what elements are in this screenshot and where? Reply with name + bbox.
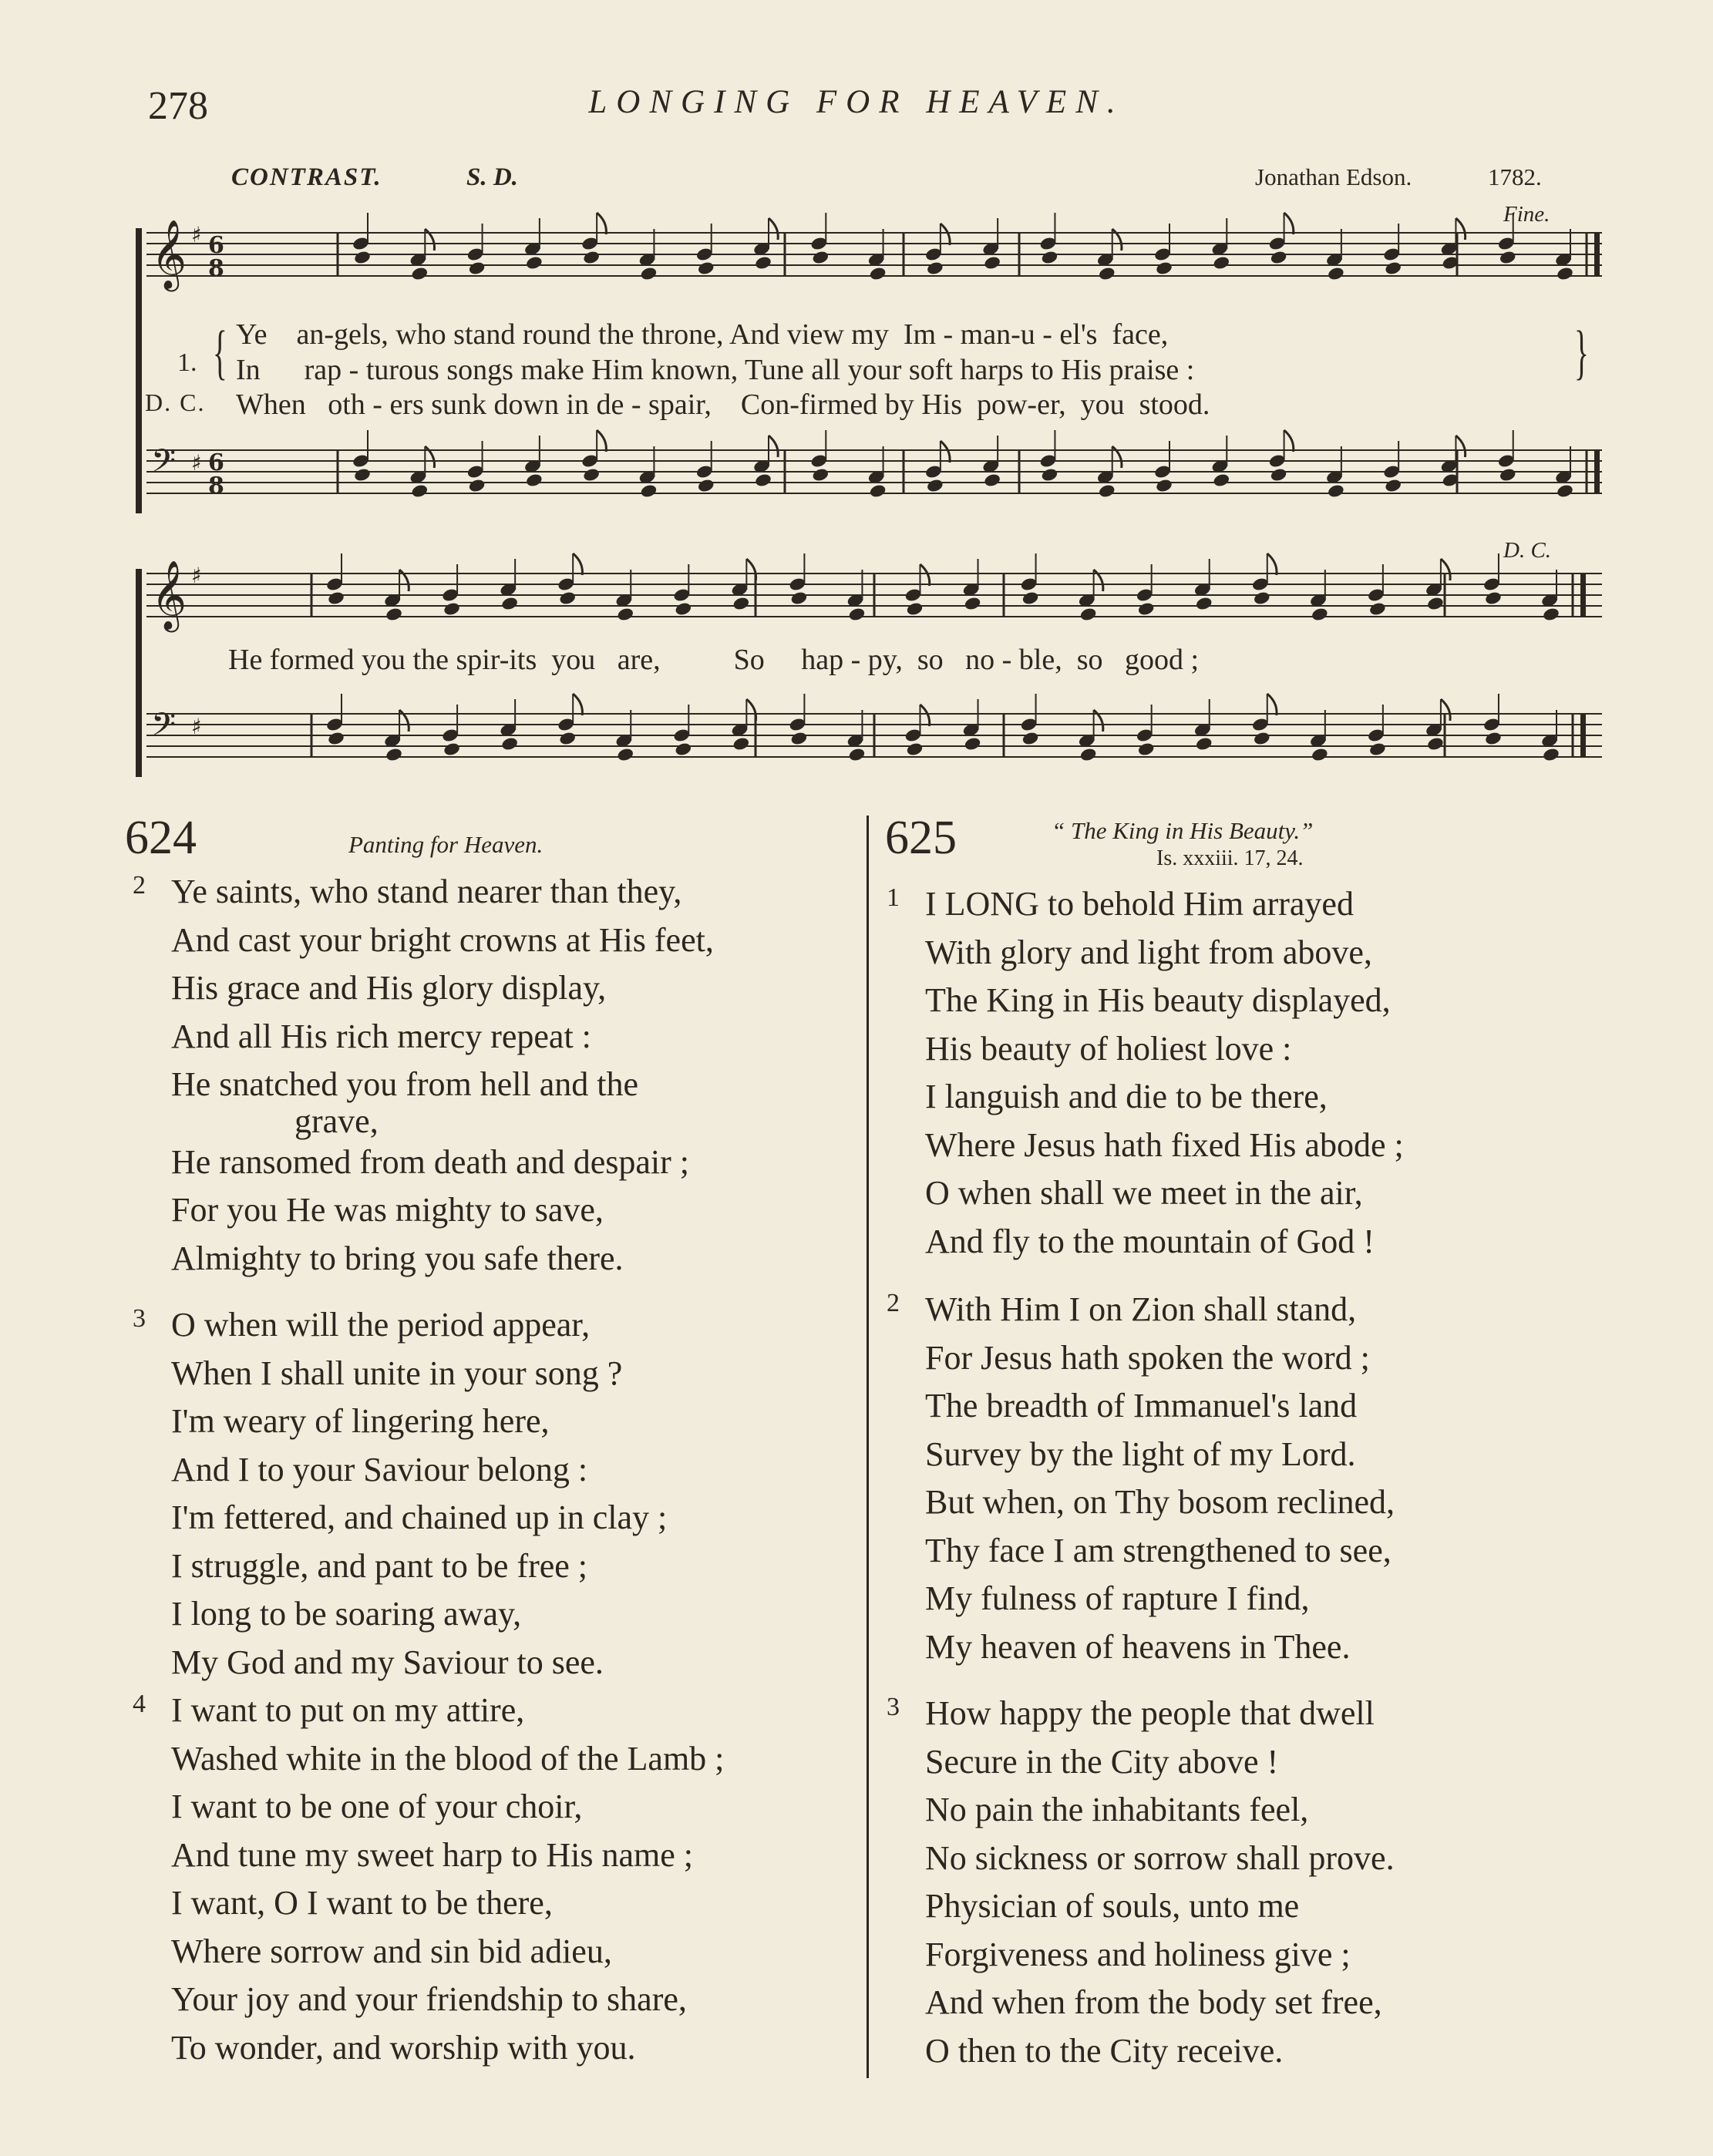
time-signature: 8 [208, 473, 224, 499]
stanza-line: I'm fettered, and chained up in clay ; [171, 1498, 668, 1536]
note-head [674, 742, 692, 757]
note-head [1368, 601, 1387, 617]
final-bar-line [1580, 714, 1586, 757]
stanza-line: He snatched you from hell and the [171, 1065, 639, 1103]
stanza-625-1 [887, 880, 1404, 1266]
stanza-line: Secure in the City above ! [925, 1742, 1279, 1781]
note-head [906, 742, 924, 757]
note-head [1137, 601, 1156, 617]
note-head [443, 742, 461, 757]
stanza-line: Thy face I am strengthened to see, [925, 1531, 1392, 1569]
hymn-number-625: 625 [885, 812, 957, 864]
stanza-line: Where Jesus hath fixed His abode ; [925, 1125, 1404, 1164]
final-bar-line [1594, 450, 1600, 493]
note-head [1155, 261, 1173, 276]
note-head [353, 250, 372, 265]
note-head [732, 736, 751, 752]
note-head [1253, 731, 1271, 746]
lyric-brace-left: { [213, 318, 227, 385]
lyric-line-1: Ye an-gels, who stand round the throne, And view my Im - man-u - el's face, [236, 318, 1169, 351]
note-head [1426, 596, 1445, 611]
stanza-number: 1 [887, 883, 900, 912]
note-head [640, 266, 658, 281]
stanza-line: My fulness of rapture I find, [925, 1579, 1310, 1617]
stanza-line: And all His rich mercy repeat : [171, 1017, 591, 1055]
stanza-line: He ransomed from death and despair ; [171, 1142, 689, 1181]
bass-clef-icon: 𝄢 [151, 442, 177, 487]
stanza-line: The breadth of Immanuel's land [925, 1387, 1358, 1424]
note-head [525, 255, 544, 271]
stanza-line: My God and my Saviour to see. [171, 1643, 604, 1681]
note-head [1542, 747, 1560, 762]
stanza-line: I struggle, and pant to be free ; [171, 1546, 588, 1585]
stanza-line: And fly to the mountain of God ! [925, 1222, 1375, 1260]
note-head [869, 483, 887, 499]
note-flag [1284, 213, 1294, 234]
note-head [926, 478, 944, 493]
stanza-line: Ye saints, who stand nearer than they, [171, 873, 682, 910]
note-head [327, 731, 345, 746]
note-head [674, 601, 692, 617]
note-head [848, 607, 867, 622]
note-head [983, 473, 1001, 488]
stanza-line: His grace and His glory display, [171, 969, 607, 1007]
stanza-line: Washed white in the blood of the Lamb ; [171, 1739, 725, 1778]
note-head [353, 467, 372, 483]
note-head [1499, 467, 1517, 483]
note-flag [920, 564, 929, 586]
note-head [811, 250, 830, 265]
stanza-line: For Jesus hath spoken the word ; [925, 1338, 1370, 1377]
stanza-line: How happy the people that dwell [925, 1694, 1375, 1732]
note-head [964, 736, 982, 752]
stanza-line: I'm weary of lingering here, [171, 1402, 550, 1440]
note-head [385, 747, 403, 762]
note-flag [941, 441, 950, 462]
note-head [616, 607, 634, 622]
note-head [410, 266, 429, 281]
note-head [640, 483, 658, 499]
tune-meter: S. D. [466, 163, 518, 191]
note-head [1311, 747, 1329, 762]
note-head [1098, 266, 1116, 281]
note-head [754, 255, 772, 271]
note-head [500, 596, 519, 611]
note-head [468, 261, 486, 276]
note-flag [1267, 694, 1277, 715]
note-flag [920, 705, 929, 726]
stanza-number: 3 [133, 1304, 146, 1333]
note-flag [1267, 553, 1277, 575]
note-head [1155, 478, 1173, 493]
stanza-line: To wonder, and worship with you. [171, 2028, 636, 2067]
column-divider [867, 816, 869, 2078]
note-head [790, 731, 809, 746]
stanza-line: The King in His beauty displayed, [925, 981, 1391, 1019]
note-head [926, 261, 944, 276]
sharp-icon: ♯ [191, 563, 202, 588]
note-head [1270, 250, 1288, 265]
note-head [983, 255, 1001, 271]
bass-clef-icon: 𝄢 [151, 706, 177, 751]
lyric-line-4: He formed you the spir-its you are, So hap - py, so no - ble, so good ; [228, 644, 1200, 676]
stanza-line: When I shall unite in your song ? [171, 1354, 623, 1392]
stanza-625-3 [887, 1690, 1395, 2075]
scripture-reference: Is. xxxiii. 17, 24. [1156, 846, 1304, 870]
note-head [582, 250, 601, 265]
stanza-line: My heaven of heavens in Thee. [925, 1627, 1351, 1666]
note-flag [769, 436, 778, 457]
stanza-line: Your joy and your friendship to share, [171, 1980, 687, 2018]
note-head [1253, 590, 1271, 606]
stanza-line: Physician of souls, unto me [925, 1887, 1300, 1925]
stanza-line: For you He was mighty to save, [171, 1191, 604, 1229]
stanza-line-continuation: grave, [294, 1102, 379, 1140]
hymn-number-624: 624 [125, 812, 197, 864]
dc-mark: D. C. [1503, 538, 1552, 563]
note-head [697, 261, 715, 276]
note-flag [573, 694, 582, 715]
hymn-title-624: Panting for Heaven. [348, 831, 544, 858]
stanza-number: 4 [133, 1690, 146, 1718]
note-flag [573, 553, 582, 575]
note-head [1311, 607, 1329, 622]
hymn-title-625: “ The King in His Beauty.” [1052, 817, 1314, 844]
note-flag [769, 218, 778, 240]
time-signature: 8 [208, 255, 224, 282]
stanza-line: I want to put on my attire, [171, 1691, 525, 1729]
verse-number: 1. [177, 348, 197, 377]
stanza-line: And cast your bright crowns at His feet, [171, 920, 714, 959]
note-head [697, 478, 715, 493]
note-head [558, 590, 577, 606]
stanza-line: Survey by the light of my Lord. [925, 1435, 1356, 1473]
stanza-line: O when shall we meet in the air, [925, 1174, 1363, 1212]
stanza-line: With glory and light from above, [925, 933, 1372, 971]
note-head [1137, 742, 1156, 757]
treble-clef-icon: 𝄞 [151, 220, 187, 289]
final-bar-line [1594, 233, 1600, 276]
note-head [1484, 731, 1503, 746]
note-head [616, 747, 634, 762]
stanza-line: I long to be soaring away, [171, 1595, 522, 1633]
note-head [1212, 255, 1230, 271]
note-head [1384, 261, 1402, 276]
stanza-line: And tune my sweet harp to His name ; [171, 1835, 693, 1874]
dc-label: D. C. [145, 388, 206, 416]
system-bracket [136, 569, 142, 777]
note-head [327, 590, 345, 606]
system-bracket [136, 228, 142, 513]
note-head [500, 736, 519, 752]
stanza-line: And I to your Saviour belong : [171, 1450, 588, 1488]
note-head [558, 731, 577, 746]
stanza-line: No pain the inhabitants feel, [925, 1791, 1309, 1828]
note-head [1021, 590, 1040, 606]
stanza-line: Where sorrow and sin bid adieu, [171, 1932, 612, 1970]
lyric-brace-right: } [1574, 318, 1589, 385]
note-head [1098, 483, 1116, 499]
treble-clef-icon: 𝄞 [151, 560, 187, 630]
note-head [1556, 483, 1574, 499]
lyric-line-3: When oth - ers sunk down in de - spair, Con-firmed by His pow-er, you stood. [236, 388, 1210, 421]
stanza-624-2 [133, 868, 714, 1283]
note-head [1041, 467, 1059, 483]
note-head [1499, 250, 1517, 265]
note-head [964, 596, 982, 611]
composition-year: 1782. [1488, 163, 1542, 190]
note-head [869, 266, 887, 281]
final-bar-line [1580, 573, 1586, 617]
tune-name: CONTRAST. [231, 163, 382, 191]
sharp-icon: ♯ [191, 714, 202, 739]
fine-mark: Fine. [1503, 202, 1550, 227]
note-head [1079, 607, 1098, 622]
note-head [1079, 747, 1098, 762]
note-head [790, 590, 809, 606]
stanza-line: I want to be one of your choir, [171, 1788, 583, 1825]
note-head [754, 473, 772, 488]
note-head [1327, 483, 1345, 499]
sharp-icon: ♯ [191, 450, 202, 476]
stanza-624-4 [133, 1687, 725, 2072]
note-head [443, 601, 461, 617]
note-head [582, 467, 601, 483]
note-head [468, 478, 486, 493]
note-head [1384, 478, 1402, 493]
stanza-line: O then to the City receive. [925, 2031, 1284, 2070]
note-head [1426, 736, 1445, 752]
note-head [410, 483, 429, 499]
note-head [1556, 266, 1574, 281]
stanza-625-2 [887, 1286, 1395, 1671]
stanza-line: But when, on Thy bosom reclined, [925, 1483, 1395, 1521]
time-signature: 6 [208, 232, 224, 259]
note-head [811, 467, 830, 483]
note-head [1212, 473, 1230, 488]
stanza-line: Forgiveness and holiness give ; [925, 1935, 1351, 1973]
stanza-line: With Him I on Zion shall stand, [925, 1290, 1357, 1328]
note-head [1542, 607, 1560, 622]
stanza-line: I languish and die to be there, [925, 1078, 1328, 1115]
note-head [1021, 731, 1040, 746]
stanza-line: His beauty of holiest love : [925, 1029, 1292, 1068]
note-head [848, 747, 867, 762]
stanza-line: No sickness or sorrow shall prove. [925, 1838, 1395, 1877]
note-head [525, 473, 544, 488]
stanza-number: 3 [887, 1693, 900, 1721]
note-head [1368, 742, 1387, 757]
sharp-icon: ♯ [191, 222, 202, 247]
page-number: 278 [148, 84, 208, 128]
time-signature: 6 [208, 449, 224, 476]
note-head [1195, 596, 1213, 611]
stanza-line: O when will the period appear, [171, 1306, 591, 1344]
note-head [1270, 467, 1288, 483]
stanza-line: And when from the body set free, [925, 1983, 1382, 2021]
stanza-line: I LONG to behold Him arrayed [925, 885, 1354, 923]
note-flag [941, 224, 950, 245]
note-flag [597, 213, 606, 234]
note-head [1484, 590, 1503, 606]
note-head [1327, 266, 1345, 281]
stanza-number: 2 [887, 1289, 900, 1317]
note-head [906, 601, 924, 617]
note-head [1041, 250, 1059, 265]
stanza-line: Almighty to bring you safe there. [171, 1239, 624, 1277]
running-title: LONGING FOR HEAVEN. [588, 84, 1125, 120]
stanza-line: I want, O I want to be there, [171, 1884, 553, 1922]
note-head [732, 596, 751, 611]
note-flag [597, 430, 606, 452]
stanza-number: 2 [133, 871, 146, 900]
note-head [1195, 736, 1213, 752]
note-head [385, 607, 403, 622]
composer-name: Jonathan Edson. [1255, 163, 1412, 190]
lyric-line-2: In rap - turous songs make Him known, Tune all your soft harps to His praise : [236, 354, 1195, 386]
stanza-624-3 [133, 1301, 668, 1687]
note-flag [1284, 430, 1294, 452]
